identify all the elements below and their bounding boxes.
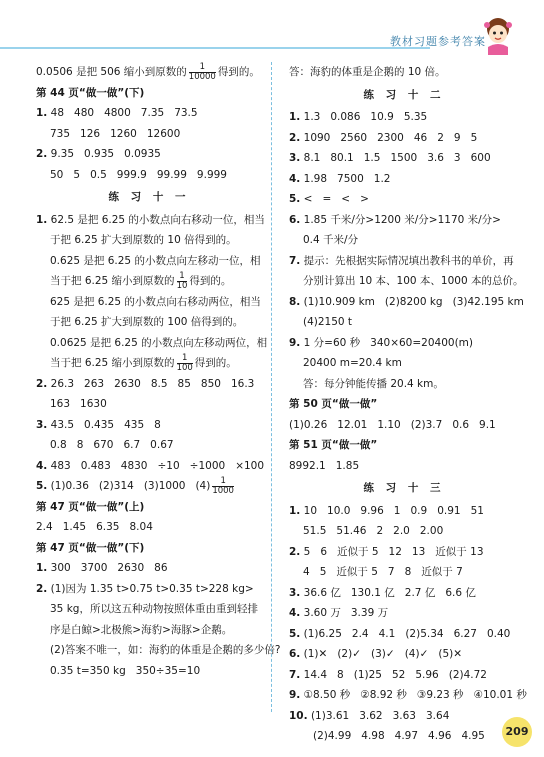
answer-line: 2. 9.35 0.935 0.0935 [36, 148, 161, 160]
section-heading: 练 习 十 一 [108, 191, 190, 203]
answer-line: 735 126 1260 12600 [50, 127, 181, 140]
answer-line: (2)4.99 4.98 4.97 4.96 4.95 [313, 730, 485, 742]
answer-line: 0.0506 是把 506 缩小到原数的 $\frac{1}{10000}$ 得到的。 [36, 61, 260, 82]
answer-line: 8. (1)10.909 km (2)8200 kg (3)42.195 km [289, 295, 524, 308]
page-heading: 第 47 页“做一做”(下) [36, 541, 145, 554]
answer-line: (2)答案不唯一，如：海豹的体重是企鹅的多少倍? [50, 644, 281, 656]
answer-line: 5. < = < > [289, 193, 369, 205]
left-column [36, 61, 281, 681]
answer-line: 625 是把 6.25 的小数点向右移动两位，相当 [50, 295, 261, 308]
header-rule [0, 47, 430, 49]
answer-line: 9. 1 分=60 秒 340×60=20400(m) [289, 336, 473, 349]
answer-line: 1. 300 3700 2630 86 [36, 562, 168, 574]
answer-line: 6. (1)✕ (2)✓ (3)✓ (4)✓ (5)✕ [289, 648, 463, 660]
answer-line: 20400 m=20.4 km [303, 357, 402, 369]
answer-line: 7. 14.4 8 (1)25 52 5.96 (2)4.72 [289, 668, 487, 681]
answer-line: 2.4 1.45 6.35 8.04 [36, 521, 153, 533]
answer-line: 10. (1)3.61 3.62 3.63 3.64 [289, 709, 450, 722]
header-label: 教材习题参考答案 [390, 35, 486, 48]
answer-line: 4 5 近似于 5 7 8 近似于 7 [303, 566, 463, 578]
answer-line: 1. 62.5 是把 6.25 的小数点向右移动一位，相当 [36, 213, 265, 226]
answer-line: 当于把 6.25 缩小到原数的 $\frac{1}{100}$ 得到的。 [50, 352, 237, 373]
answer-line: 于把 6.25 扩大到原数的 100 倍得到的。 [50, 316, 244, 328]
page-header [0, 0, 544, 62]
answer-line: 0.0625 是把 6.25 的小数点向左移动两位，相 [50, 336, 268, 349]
answer-line: 答：每分钟能传播 20.4 km。 [303, 377, 444, 390]
answer-line: 5. (1)6.25 2.4 4.1 (2)5.34 6.27 0.40 [289, 627, 511, 640]
page-heading: 第 47 页“做一做”(上) [36, 500, 145, 513]
answer-line: 50 5 0.5 999.9 99.99 9.999 [50, 168, 227, 181]
answer-line: 35 kg，所以这五种动物按照体重由重到轻排 [50, 603, 258, 615]
section-heading: 练 习 十 二 [363, 88, 445, 101]
answer-line: 0.35 t=350 kg 350÷35=10 [50, 664, 201, 677]
page-number: 209 [502, 717, 532, 747]
answer-line: 2. 5 6 近似于 5 12 13 近似于 13 [289, 545, 484, 558]
answer-line: 0.4 千米/分 [303, 234, 359, 246]
right-column [289, 62, 527, 747]
fraction: $\frac{1}{100}$ [176, 352, 193, 373]
section-heading: 练 习 十 三 [363, 482, 445, 494]
answer-line: 当于把 6.25 缩小到原数的 $\frac{1}{10}$ 得到的。 [50, 270, 232, 291]
fraction: $\frac{1}{1000}$ [212, 475, 234, 496]
answer-line: 3. 36.6 亿 130.1 亿 2.7 亿 6.6 亿 [289, 586, 476, 599]
answer-line: 于把 6.25 扩大到原数的 10 倍得到的。 [50, 234, 237, 246]
answer-line: 3. 43.5 0.435 435 8 [36, 418, 161, 431]
answer-line: 1. 1.3 0.086 10.9 5.35 [289, 111, 428, 123]
answer-line: 3. 8.1 80.1 1.5 1500 3.6 3 600 [289, 152, 491, 164]
answer-line: 8992.1 1.85 [289, 459, 360, 472]
answer-line: 2. (1)因为 1.35 t>0.75 t>0.35 t>228 kg> [36, 582, 254, 595]
answer-line: 4. 1.98 7500 1.2 [289, 172, 391, 185]
fraction: $\frac{1}{10000}$ [188, 61, 216, 82]
answer-line: 0.8 8 670 6.7 0.67 [50, 439, 174, 451]
answer-line: 163 1630 [50, 398, 107, 410]
answer-line: 2. 1090 2560 2300 46 2 9 5 [289, 131, 478, 144]
answer-line: 4. 3.60 万 3.39 万 [289, 607, 389, 619]
answer-line: 2. 26.3 263 2630 8.5 85 850 16.3 [36, 377, 255, 390]
answer-line: 答：海豹的体重是企鹅的 10 倍。 [289, 66, 446, 78]
answer-line: 0.625 是把 6.25 的小数点向左移动一位，相 [50, 254, 261, 267]
answer-line: 1. 10 10.0 9.96 1 0.9 0.91 51 [289, 504, 484, 517]
answer-line: (1)0.26 12.01 1.10 (2)3.7 0.6 9.1 [289, 418, 496, 431]
answer-line: 6. 1.85 千米/分>1200 米/分>1170 米/分> [289, 213, 501, 226]
fraction: $\frac{1}{10}$ [176, 270, 188, 291]
answer-line: 51.5 51.46 2 2.0 2.00 [303, 525, 444, 537]
page-heading: 第 51 页“做一做” [289, 439, 378, 451]
page-heading: 第 50 页“做一做” [289, 398, 378, 410]
column-divider [271, 62, 272, 712]
answer-line: (4)2150 t [303, 316, 353, 328]
cartoon-girl-icon [478, 15, 518, 55]
answer-line: 7. 提示：先根据实际情况填出教科书的单价，再 [289, 254, 514, 267]
answer-line: 4. 483 0.483 4830 ÷10 ÷1000 ×100 [36, 459, 265, 472]
answer-line: 9. ①8.50 秒 ②8.92 秒 ③9.23 秒 ④10.01 秒 [289, 689, 527, 701]
answer-line: 分别计算出 10 本、100 本、1000 本的总价。 [303, 275, 524, 287]
answer-line: 序是白鲸>北极熊>海豹>海豚>企鹅。 [50, 623, 233, 636]
answer-line: 5. (1)0.36 (2)314 (3)1000 (4) $\frac{1}{1000}$ [36, 475, 234, 496]
answer-line: 1. 48 480 4800 7.35 73.5 [36, 107, 198, 119]
page-heading: 第 44 页“做一做”(下) [36, 86, 145, 99]
